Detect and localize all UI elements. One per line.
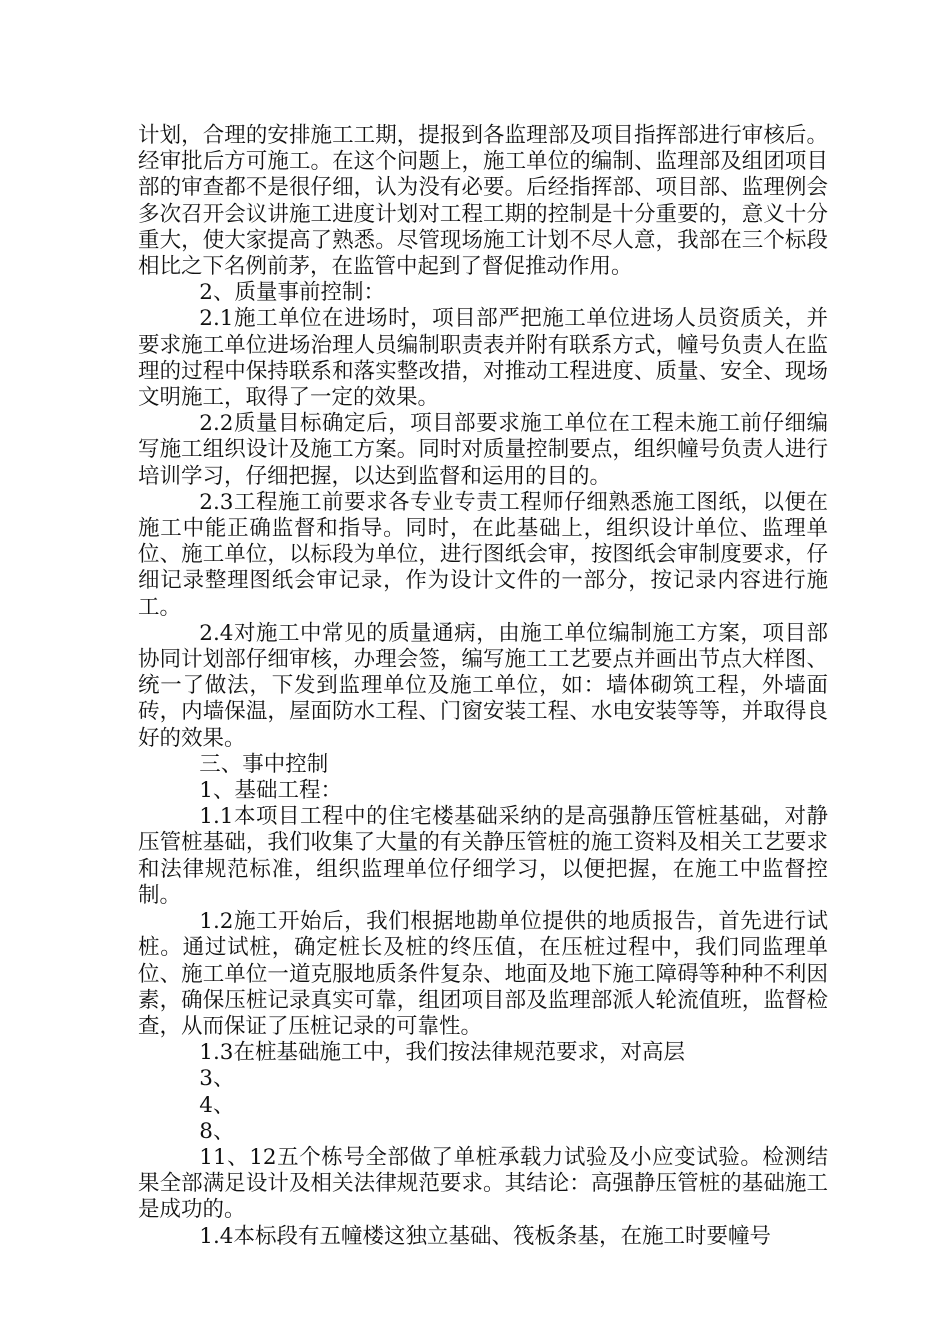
paragraph-3: 2.1施工单位在进场时，项目部严把施工单位进场人员资质关，并要求施工单位进场治理人员编制职责表并附有联系方式，幢号负责人在监理的过程中保持联系和落实整改措，对推动工程进度、质量、安全、现场文明施工，取得了一定的效果。 [138, 306, 828, 411]
paragraph-5: 2.3工程施工前要求各专业专责工程师仔细熟悉施工图纸，以便在施工中能正确监督和指导。同时，在此基础上，组织设计单位、监理单位、施工单位，以标段为单位，进行图纸会审，按图纸会审制度要求，仔细记录整理图纸会审记录，作为设计文件的一部分，按记录内容进行施工。 [138, 489, 828, 620]
paragraph-14: 8、 [199, 1118, 235, 1144]
paragraph-6: 2.4对施工中常见的质量通病，由施工单位编制施工方案，项目部协同计划部仔细审核，办理会签，编写施工工艺要点并画出节点大样图、统一了做法，下发到监理单位及施工单位，如：墙体砌筑工程，外墙面砖，内墙保温，屋面防水工程、门窗安装工程、水电安装等等，并取得良好的效果。 [138, 620, 828, 751]
paragraph-10: 1.2施工开始后，我们根据地勘单位提供的地质报告，首先进行试桩。通过试桩，确定桩长及桩的终压值，在压桩过程中，我们同监理单位、施工单位一道克服地质条件复杂、地面及地下施工障碍等种种不利因素，确保压桩记录真实可靠，组团项目部及监理部派人轮流值班，监督检查，从而保证了压桩记录的可靠性。 [138, 909, 828, 1039]
document-body [138, 123, 828, 1250]
section-heading: 三、事中控制 [199, 751, 329, 777]
subsection-heading: 1、基础工程： [199, 778, 342, 804]
paragraph-1: 计划，合理的安排施工工期，提报到各监理部及项目指挥部进行审核后。经审批后方可施工。在这个问题上，施工单位的编制、监理部及组团项目部的审查都不是很仔细，认为没有必要。后经指挥部、项目部、监理例会多次召开会议讲施工进度计划对工程工期的控制是十分重要的，意义十分重大，使大家提高了熟悉。尽管现场施工计划不尽人意，我部在三个标段相比之下名例前茅，在监管中起到了督促推动作用。 [138, 123, 828, 280]
paragraph-9: 1.1本项目工程中的住宅楼基础采纳的是高强静压管桩基础，对静压管桩基础，我们收集了大量的有关静压管桩的施工资料及相关工艺要求和法律规范标准，组织监理单位仔细学习，以便把握，在施工中监督控制。 [138, 804, 828, 908]
paragraph-13: 4、 [199, 1092, 235, 1118]
paragraph-15: 11、12五个栋号全部做了单桩承载力试验及小应变试验。检测结果全部满足设计及相关法律规范要求。其结论：高强静压管桩的基础施工是成功的。 [138, 1144, 828, 1223]
paragraph-2: 2、质量事前控制： [199, 280, 385, 306]
paragraph-12: 3、 [199, 1066, 235, 1092]
paragraph-4: 2.2质量目标确定后，项目部要求施工单位在工程未施工前仔细编写施工组织设计及施工方案。同时对质量控制要点，组织幢号负责人进行培训学习，仔细把握，以达到监督和运用的目的。 [138, 411, 828, 489]
paragraph-16: 1.4本标段有五幢楼这独立基础、筏板条基，在施工时要幢号 [199, 1223, 771, 1249]
paragraph-11: 1.3在桩基础施工中，我们按法律规范要求，对高层 [199, 1040, 685, 1066]
